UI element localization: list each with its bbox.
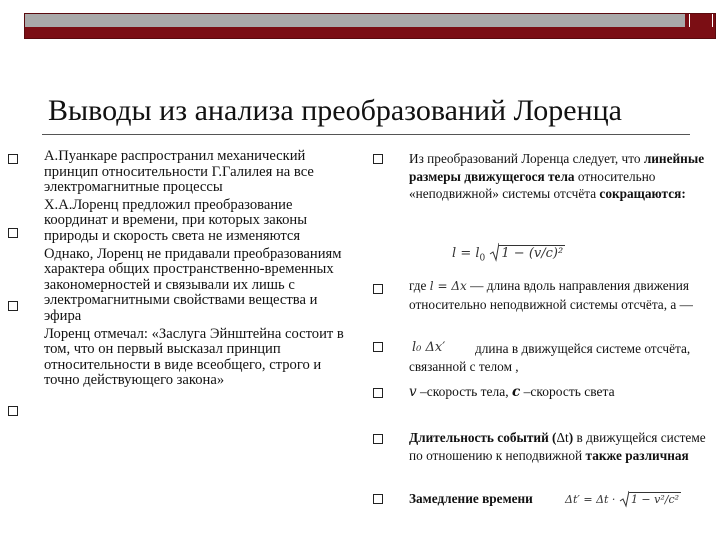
left-item-3: Однако, Лоренц не придавали преобразованиям характера общих пространственно-временных закономерностей и связывали их лишь с электромагнитными свойствами вещества и эфира [44, 245, 342, 324]
radical-icon [619, 490, 629, 508]
right-item-4: v –скорость тела, c –скорость света [409, 384, 615, 400]
bullet-icon [8, 154, 18, 164]
bullet-icon [373, 342, 383, 352]
header-grey-band [25, 14, 685, 27]
right-item-3: длина в движущейся системе отсчёта, связанной с телом , [409, 341, 691, 374]
header-corner-cell [689, 14, 713, 27]
header-bar [24, 13, 716, 39]
left-column [44, 149, 354, 389]
bullet-icon [373, 494, 383, 504]
radical-icon [489, 242, 499, 262]
left-item-2: Х.А.Лоренц предложил преобразование координат и времени, при которых законы природы и скорость света не изменяются [44, 196, 308, 244]
bullet-icon [8, 301, 18, 311]
l-dx-formula: l = Δx [429, 279, 467, 293]
right-item-2: где l = Δx — длина вдоль направления движения относительно неподвижной системы отсчёта, а — [409, 278, 693, 312]
bullet-icon [373, 154, 383, 164]
title-divider [42, 134, 690, 135]
left-item-1: А.Пуанкаре распространил механический принцип относительности Г.Галилея на все электромагнитные процессы [44, 148, 314, 196]
bullet-icon [373, 434, 383, 444]
time-dilation-formula: Δt′ = Δt · 1 − v²/c² [565, 490, 681, 508]
bullet-icon [8, 228, 18, 238]
right-item-1: Из преобразований Лоренца следует, что линейные размеры движущегося тела относительно «неподвижной» системы отсчёта сокращаются: [409, 151, 705, 201]
l0-dx-prime-formula: l₀ Δx′ [412, 340, 446, 355]
right-item-6: Замедление времени [409, 491, 533, 506]
bullet-icon [373, 284, 383, 294]
left-item-4: Лоренц отмечал: «Заслуга Эйнштейна состоит в том, что он первый высказал принцип относительности в виде всеобщего, строго и точно действующего закона» [44, 325, 344, 389]
bullet-icon [373, 388, 383, 398]
page-title: Выводы из анализа преобразований Лоренца [48, 94, 622, 127]
bullet-icon [8, 406, 18, 416]
right-item-5: Длительность событий (Δt) в движущейся системе по отношению к неподвижной также различная [409, 430, 706, 463]
length-contraction-formula: $l = l_0$ 1 − (v/c)² [452, 242, 565, 264]
